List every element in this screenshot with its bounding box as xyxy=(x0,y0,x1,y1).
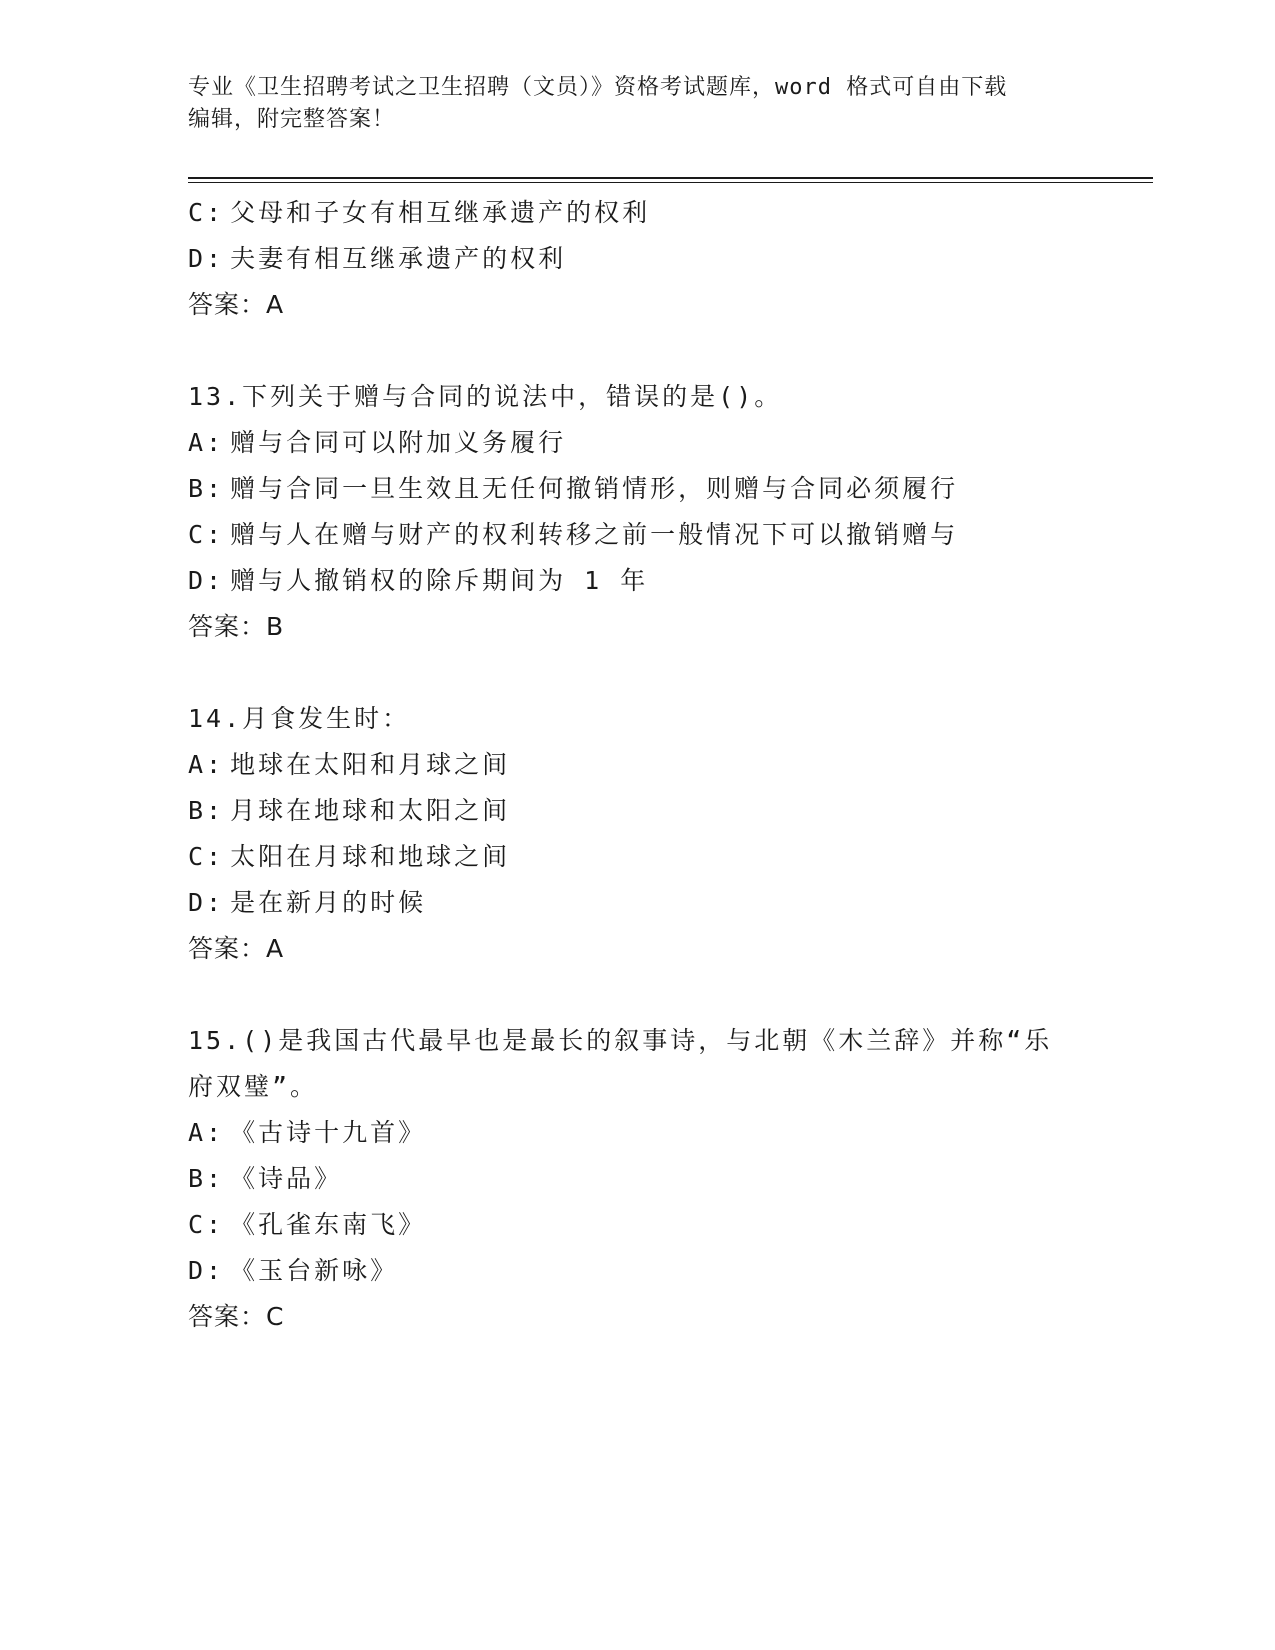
spacer xyxy=(188,328,1088,374)
answer-line: 答案：A xyxy=(188,290,285,319)
option-d: D: 《玉台新咏》 xyxy=(188,1256,399,1285)
option-d: D: 赠与人撤销权的除斥期间为 1 年 xyxy=(188,566,649,595)
question-text: 13.下列关于赠与合同的说法中，错误的是()。 xyxy=(188,382,783,411)
option-d: D: 是在新月的时候 xyxy=(188,888,427,917)
header-divider-thin xyxy=(188,182,1153,183)
option-b: B: 《诗品》 xyxy=(188,1164,343,1193)
option-c: C: 父母和子女有相互继承遗产的权利 xyxy=(188,198,651,227)
answer-line: 答案：C xyxy=(188,1302,285,1331)
option-c: C: 赠与人在赠与财产的权利转移之前一般情况下可以撤销赠与 xyxy=(188,520,959,549)
header-divider-thick xyxy=(188,177,1153,179)
option-b: B: 赠与合同一旦生效且无任何撤销情形，则赠与合同必须履行 xyxy=(188,474,959,503)
option-c: C: 《孔雀东南飞》 xyxy=(188,1210,427,1239)
option-d: D: 夫妻有相互继承遗产的权利 xyxy=(188,244,567,273)
header-line-2: 编辑，附完整答案！ xyxy=(188,107,396,132)
answer-line: 答案：B xyxy=(188,612,285,641)
option-c: C: 太阳在月球和地球之间 xyxy=(188,842,511,871)
option-a: A: 地球在太阳和月球之间 xyxy=(188,750,511,779)
question-15 xyxy=(188,1018,1088,1340)
option-a: A: 赠与合同可以附加义务履行 xyxy=(188,428,567,457)
spacer xyxy=(188,650,1088,696)
document-header xyxy=(188,72,1088,136)
question-14 xyxy=(188,696,1088,972)
question-12-tail xyxy=(188,190,1088,328)
question-text-line-2: 府双璧”。 xyxy=(188,1072,319,1101)
question-13 xyxy=(188,374,1088,650)
question-list xyxy=(188,190,1088,1340)
question-text-line-1: 15.()是我国古代最早也是最长的叙事诗，与北朝《木兰辞》并称“乐 xyxy=(188,1026,1053,1055)
answer-line: 答案：A xyxy=(188,934,285,963)
option-a: A: 《古诗十九首》 xyxy=(188,1118,427,1147)
header-line-1: 专业《卫生招聘考试之卫生招聘（文员）》资格考试题库，word 格式可自由下载 xyxy=(188,75,1008,100)
spacer xyxy=(188,972,1088,1018)
option-b: B: 月球在地球和太阳之间 xyxy=(188,796,511,825)
question-text: 14.月食发生时： xyxy=(188,704,411,733)
